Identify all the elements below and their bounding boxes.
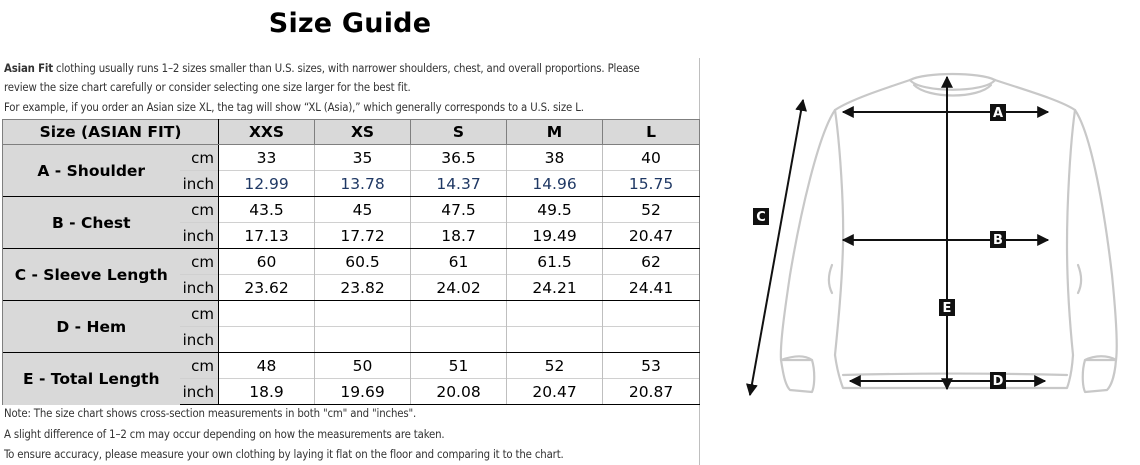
cell-cm: 61.5	[507, 249, 603, 275]
footer-note-1: Note: The size chart shows cross-section measurements in both "cm" and "inches".	[4, 407, 417, 420]
cell-cm: 53	[603, 353, 700, 379]
cell-cm	[603, 301, 700, 327]
cell-cm: 60	[219, 249, 315, 275]
intro-line-3: For example, if you order an Asian size XL, the tag will show “XL (Asia),” which generally corresponds to a U.S. size L.	[4, 101, 584, 114]
size-chart-sheet	[2, 58, 700, 465]
header-size-l: L	[603, 120, 700, 145]
table-row	[3, 353, 700, 379]
label-d: D	[992, 374, 1004, 389]
label-a: A	[992, 106, 1004, 121]
cell-cm: 47.5	[411, 197, 507, 223]
table-row	[3, 145, 700, 171]
cell-cm	[315, 301, 411, 327]
cell-cm: 50	[315, 353, 411, 379]
cell-cm: 52	[603, 197, 700, 223]
cell-cm: 48	[219, 353, 315, 379]
unit-cm: cm	[180, 145, 219, 171]
cell-cm	[219, 301, 315, 327]
unit-inch: inch	[180, 379, 219, 405]
cell-cm: 52	[507, 353, 603, 379]
cell-inch: 15.75	[603, 171, 700, 197]
table-row	[3, 249, 700, 275]
row-label: A - Shoulder	[3, 145, 180, 197]
unit-inch: inch	[180, 275, 219, 301]
header-size-xxs: XXS	[219, 120, 315, 145]
cell-inch: 20.47	[603, 223, 700, 249]
unit-cm: cm	[180, 301, 219, 327]
cell-inch: 14.96	[507, 171, 603, 197]
cell-inch: 24.21	[507, 275, 603, 301]
label-e: E	[942, 301, 952, 316]
row-label: C - Sleeve Length	[3, 249, 180, 301]
table-row	[3, 301, 700, 327]
cell-cm: 35	[315, 145, 411, 171]
table-header-row	[3, 120, 700, 145]
footer-note-2: A slight difference of 1–2 cm may occur depending on how the measurements are taken.	[4, 428, 445, 441]
cell-inch: 20.87	[603, 379, 700, 405]
cell-inch: 23.82	[315, 275, 411, 301]
cell-inch: 24.41	[603, 275, 700, 301]
intro-line-1-rest: clothing usually runs 1–2 sizes smaller than U.S. sizes, with narrower shoulders, chest, and overall proportions. Please	[52, 62, 640, 75]
cell-inch: 14.37	[411, 171, 507, 197]
row-label: D - Hem	[3, 301, 180, 353]
cell-cm: 38	[507, 145, 603, 171]
cell-cm: 61	[411, 249, 507, 275]
unit-cm: cm	[180, 353, 219, 379]
row-label: E - Total Length	[3, 353, 180, 405]
cell-cm	[507, 301, 603, 327]
label-e-icon	[939, 299, 955, 316]
cell-inch: 18.7	[411, 223, 507, 249]
cell-inch	[507, 327, 603, 353]
label-b: B	[993, 233, 1003, 248]
cell-cm: 43.5	[219, 197, 315, 223]
label-b-icon	[990, 231, 1006, 248]
table-row	[3, 197, 700, 223]
unit-inch: inch	[180, 171, 219, 197]
sweatshirt-outline	[781, 74, 1117, 392]
cell-cm: 36.5	[411, 145, 507, 171]
header-size-m: M	[507, 120, 603, 145]
unit-cm: cm	[180, 197, 219, 223]
unit-inch: inch	[180, 327, 219, 353]
cell-inch: 20.47	[507, 379, 603, 405]
cell-inch: 23.62	[219, 275, 315, 301]
cell-inch	[603, 327, 700, 353]
asian-fit-bold: Asian Fit	[4, 62, 53, 75]
cell-cm: 60.5	[315, 249, 411, 275]
label-a-icon	[990, 104, 1006, 121]
cell-inch: 19.69	[315, 379, 411, 405]
cell-inch	[411, 327, 507, 353]
intro-line-1	[4, 62, 640, 75]
label-d-icon	[990, 372, 1006, 389]
cell-inch	[315, 327, 411, 353]
cell-cm: 51	[411, 353, 507, 379]
cell-inch: 13.78	[315, 171, 411, 197]
footer-note-3: To ensure accuracy, please measure your own clothing by laying it flat on the floor and comparing it to the chart.	[4, 448, 564, 461]
cell-cm: 45	[315, 197, 411, 223]
header-size-label: Size (ASIAN FIT)	[3, 120, 219, 145]
cell-cm: 49.5	[507, 197, 603, 223]
sweatshirt-measurement-diagram	[740, 55, 1140, 465]
cell-inch	[219, 327, 315, 353]
cell-cm: 33	[219, 145, 315, 171]
cell-cm	[411, 301, 507, 327]
unit-cm: cm	[180, 249, 219, 275]
header-size-xs: XS	[315, 120, 411, 145]
header-size-s: S	[411, 120, 507, 145]
cell-inch: 19.49	[507, 223, 603, 249]
size-table	[2, 119, 700, 405]
intro-line-2: review the size chart carefully or consider selecting one size larger for the best fit.	[4, 81, 411, 94]
cell-inch: 12.99	[219, 171, 315, 197]
cell-inch: 17.72	[315, 223, 411, 249]
page-title: Size Guide	[268, 8, 432, 39]
cell-inch: 24.02	[411, 275, 507, 301]
measurement-labels	[753, 104, 1006, 389]
cell-inch: 18.9	[219, 379, 315, 405]
label-c-icon	[753, 208, 769, 225]
label-c: C	[756, 210, 766, 225]
row-label: B - Chest	[3, 197, 180, 249]
cell-inch: 17.13	[219, 223, 315, 249]
cell-cm: 40	[603, 145, 700, 171]
table-body	[3, 145, 700, 405]
cell-inch: 20.08	[411, 379, 507, 405]
unit-inch: inch	[180, 223, 219, 249]
cell-cm: 62	[603, 249, 700, 275]
